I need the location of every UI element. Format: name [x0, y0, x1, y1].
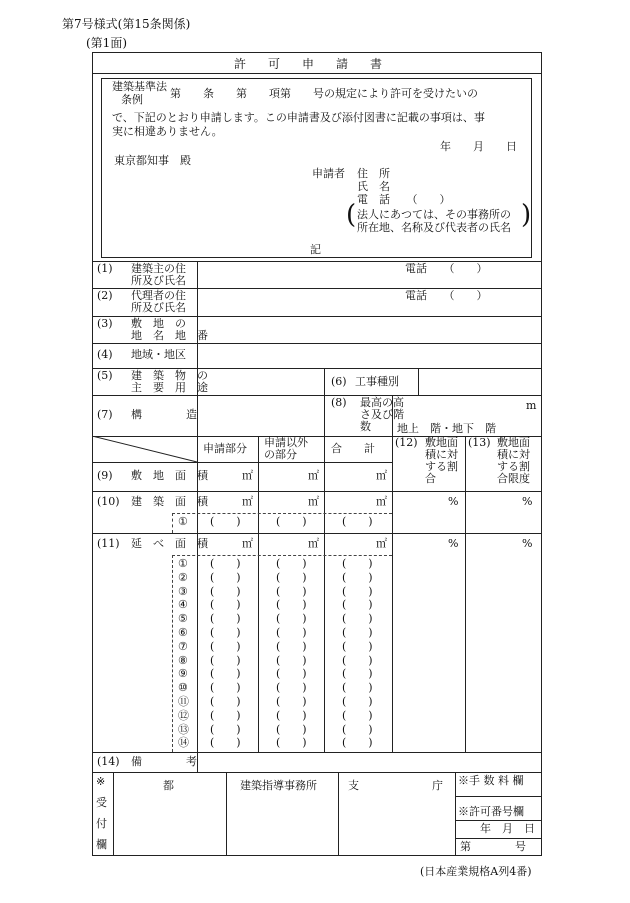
floor-paren-other: ( ) — [276, 612, 307, 626]
row2-label: 代理者の住 — [131, 289, 186, 302]
floor-paren-other: ( ) — [276, 722, 307, 736]
row11-unit-other: ㎡ — [308, 537, 319, 550]
applicant-address: 住 所 — [357, 167, 390, 180]
row5-label-2: 主 要 用 途 — [131, 381, 208, 394]
col-total: 合 計 — [331, 442, 375, 455]
floor-paren-apply: ( ) — [210, 708, 241, 722]
col-apply: 申請部分 — [203, 442, 247, 455]
row5-number: (5) — [97, 369, 113, 382]
corp-note-line2: 所在地、名称及び代表者の氏名 — [357, 221, 511, 234]
row13-label-4: 合限度 — [497, 472, 530, 485]
floor-number: ⑥ — [178, 626, 188, 639]
row12-number: (12) — [395, 436, 418, 449]
floor-paren-other: ( ) — [276, 570, 307, 584]
floor-number: ④ — [178, 598, 188, 612]
row6-label: 工事種別 — [355, 375, 399, 388]
floor-paren-other: ( ) — [276, 681, 307, 695]
floor-paren-total: ( ) — [342, 667, 373, 681]
height-unit: m — [526, 399, 537, 412]
receipt-to: 都 — [163, 779, 174, 792]
floor-paren-apply: ( ) — [210, 598, 241, 612]
receipt-mark: ※ — [96, 775, 106, 788]
row14-label: 備 考 — [131, 755, 197, 768]
floor-paren-total: ( ) — [342, 639, 373, 653]
floor-paren-total: ( ) — [342, 695, 373, 708]
ordinance-name: 条例 — [121, 93, 143, 106]
row12-label-3: する割 — [425, 460, 458, 473]
row12-label: 敷地面 — [425, 436, 458, 449]
floor-paren-total: ( ) — [342, 681, 373, 695]
row1-label: 建築主の住 — [131, 262, 186, 275]
floor-paren-other: ( ) — [276, 557, 307, 570]
floor-paren-total: ( ) — [342, 626, 373, 639]
floor-paren-apply: ( ) — [210, 681, 241, 695]
floor-paren-apply: ( ) — [210, 653, 241, 667]
floors-field: 地上 階・地下 階 — [397, 422, 496, 435]
row10-unit-apply: ㎡ — [242, 495, 253, 508]
row8-label: 最高の高 — [360, 396, 404, 409]
row10-unit-other: ㎡ — [308, 495, 319, 508]
row10-sub-number: ① — [178, 515, 188, 528]
floor-paren-total: ( ) — [342, 557, 373, 570]
floor-paren-apply: ( ) — [210, 612, 241, 626]
floor-paren-total: ( ) — [342, 722, 373, 736]
row9-unit-total: ㎡ — [376, 469, 387, 482]
floor-paren-apply: ( ) — [210, 557, 241, 570]
floor-paren-apply: ( ) — [210, 626, 241, 639]
receipt-office: 建築指導事務所 — [240, 779, 317, 792]
row14-number: (14) — [97, 755, 120, 768]
row10-unit-total: ㎡ — [376, 495, 387, 508]
floor-paren-apply: ( ) — [210, 695, 241, 708]
row11-pct-12: % — [448, 537, 459, 550]
row12-label-4: 合 — [425, 472, 436, 485]
floor-number: ⑤ — [178, 612, 188, 626]
floor-paren-other: ( ) — [276, 598, 307, 612]
form-number: 第7号様式(第15条関係) — [62, 17, 191, 31]
row10-pct-12: % — [448, 495, 459, 508]
intro-line1: 第 条 第 項第 号の規定により許可を受けたいの — [170, 87, 478, 100]
row10-number: (10) — [97, 495, 120, 508]
floor-paren-total: ( ) — [342, 598, 373, 612]
row11-pct-13: % — [522, 537, 533, 550]
floor-paren-apply: ( ) — [210, 584, 241, 598]
floor-paren-other: ( ) — [276, 667, 307, 681]
row11-unit-apply: ㎡ — [242, 537, 253, 550]
applicant-name: 氏 名 — [357, 180, 390, 193]
floor-paren-apply: ( ) — [210, 736, 241, 750]
row11-label: 延 べ 面 積 — [131, 537, 208, 550]
bracket-open: ( — [346, 200, 357, 230]
row1-phone: 電話 （ ） — [405, 262, 488, 275]
floor-paren-total: ( ) — [342, 612, 373, 626]
row13-number: (13) — [468, 436, 491, 449]
permit-number-field: ※許可番号欄 — [458, 805, 524, 818]
ki-heading: 記 — [310, 243, 321, 256]
floor-paren-other: ( ) — [276, 584, 307, 598]
row7-label: 構 造 — [131, 408, 197, 421]
receipt-cho: 庁 — [432, 779, 443, 792]
row7-number: (7) — [97, 408, 113, 421]
floor-paren-other: ( ) — [276, 639, 307, 653]
floor-number: ⑬ — [178, 722, 189, 736]
row3-number: (3) — [97, 317, 113, 330]
floor-number: ⑨ — [178, 667, 188, 681]
floor-number: ⑫ — [178, 708, 189, 722]
floor-paren-other: ( ) — [276, 695, 307, 708]
footer-note: (日本産業規格A列4番) — [420, 865, 532, 878]
floor-number: ⑪ — [178, 695, 189, 708]
row8-label-3: 数 — [360, 420, 371, 433]
row1-label-2: 所及び氏名 — [131, 274, 186, 287]
row10-pct-13: % — [522, 495, 533, 508]
row10-paren-other: ( ) — [276, 515, 307, 528]
floor-number: ⑧ — [178, 653, 188, 667]
row3-label-2: 地 名 地 番 — [131, 329, 208, 342]
permit-date: 年 月 日 — [480, 822, 535, 835]
row13-label: 敷地面 — [497, 436, 530, 449]
row5-label: 建 築 物 の — [131, 369, 208, 382]
receipt-uke: 受 — [96, 796, 107, 809]
row9-unit-other: ㎡ — [308, 469, 319, 482]
page-title: 許可申請書 — [234, 57, 405, 71]
row3-label: 敷 地 の — [131, 317, 186, 330]
floor-paren-total: ( ) — [342, 653, 373, 667]
receipt-ran: 欄 — [96, 838, 107, 851]
row12-label-2: 積に対 — [425, 448, 458, 461]
floor-paren-other: ( ) — [276, 736, 307, 750]
floor-number: ⑩ — [178, 681, 188, 695]
title-divider — [92, 73, 542, 74]
applicant-label: 申請者 — [312, 167, 345, 180]
floor-paren-total: ( ) — [342, 584, 373, 598]
col-other-2: の部分 — [264, 448, 297, 461]
applicant-phone: 電 話 （ ） — [357, 193, 451, 206]
floor-number: ⑭ — [178, 736, 189, 750]
row13-label-3: する割 — [497, 460, 530, 473]
row8-label-2: さ及び階 — [360, 408, 404, 421]
col-other: 申請以外 — [264, 436, 308, 449]
application-date: 年 月 日 — [440, 140, 517, 153]
row11-unit-total: ㎡ — [376, 537, 387, 550]
floor-paren-apply: ( ) — [210, 639, 241, 653]
floor-paren-total: ( ) — [342, 736, 373, 750]
row2-phone: 電話 （ ） — [405, 289, 488, 302]
addressee: 東京都知事 殿 — [114, 154, 191, 167]
row10-label: 建 築 面 積 — [131, 495, 208, 508]
row10-paren-apply: ( ) — [210, 515, 241, 528]
floor-paren-other: ( ) — [276, 708, 307, 722]
floor-paren-apply: ( ) — [210, 570, 241, 584]
row2-number: (2) — [97, 289, 113, 302]
row1-number: (1) — [97, 262, 113, 275]
floor-paren-apply: ( ) — [210, 667, 241, 681]
row2-label-2: 所及び氏名 — [131, 301, 186, 314]
row9-number: (9) — [97, 469, 113, 482]
intro-line2: で、下記のとおり申請します。この申請書及び添付図書に記載の事項は、事 — [112, 111, 485, 124]
floor-paren-other: ( ) — [276, 653, 307, 667]
floor-number: ① — [178, 557, 188, 570]
row8-number: (8) — [331, 396, 347, 409]
bracket-close: ) — [521, 200, 532, 230]
row4-number: (4) — [97, 348, 113, 361]
intro-line3: 実に相違ありません。 — [112, 125, 223, 138]
floor-paren-total: ( ) — [342, 570, 373, 584]
floor-paren-apply: ( ) — [210, 722, 241, 736]
floor-paren-total: ( ) — [342, 708, 373, 722]
row9-label: 敷 地 面 積 — [131, 469, 208, 482]
floor-number: ⑦ — [178, 639, 188, 653]
receipt-shi: 支 — [348, 779, 359, 792]
row6-number: (6) — [331, 375, 347, 388]
receipt-tsuke: 付 — [96, 817, 107, 830]
diagonal-line — [92, 436, 198, 463]
row10-paren-total: ( ) — [342, 515, 373, 528]
floor-number: ② — [178, 570, 188, 584]
row9-unit-apply: ㎡ — [242, 469, 253, 482]
floor-paren-other: ( ) — [276, 626, 307, 639]
page-indicator: (第1面) — [86, 36, 127, 50]
row4-label: 地域・地区 — [131, 348, 186, 361]
law-name: 建築基準法 — [112, 80, 167, 93]
corp-note-line1: 法人にあつては、その事務所の — [357, 208, 511, 221]
row13-label-2: 積に対 — [497, 448, 530, 461]
fee-field: ※手 数 料 欄 — [458, 774, 524, 787]
permit-number: 第 号 — [460, 840, 526, 853]
row11-number: (11) — [97, 537, 120, 550]
floor-number: ③ — [178, 584, 188, 598]
